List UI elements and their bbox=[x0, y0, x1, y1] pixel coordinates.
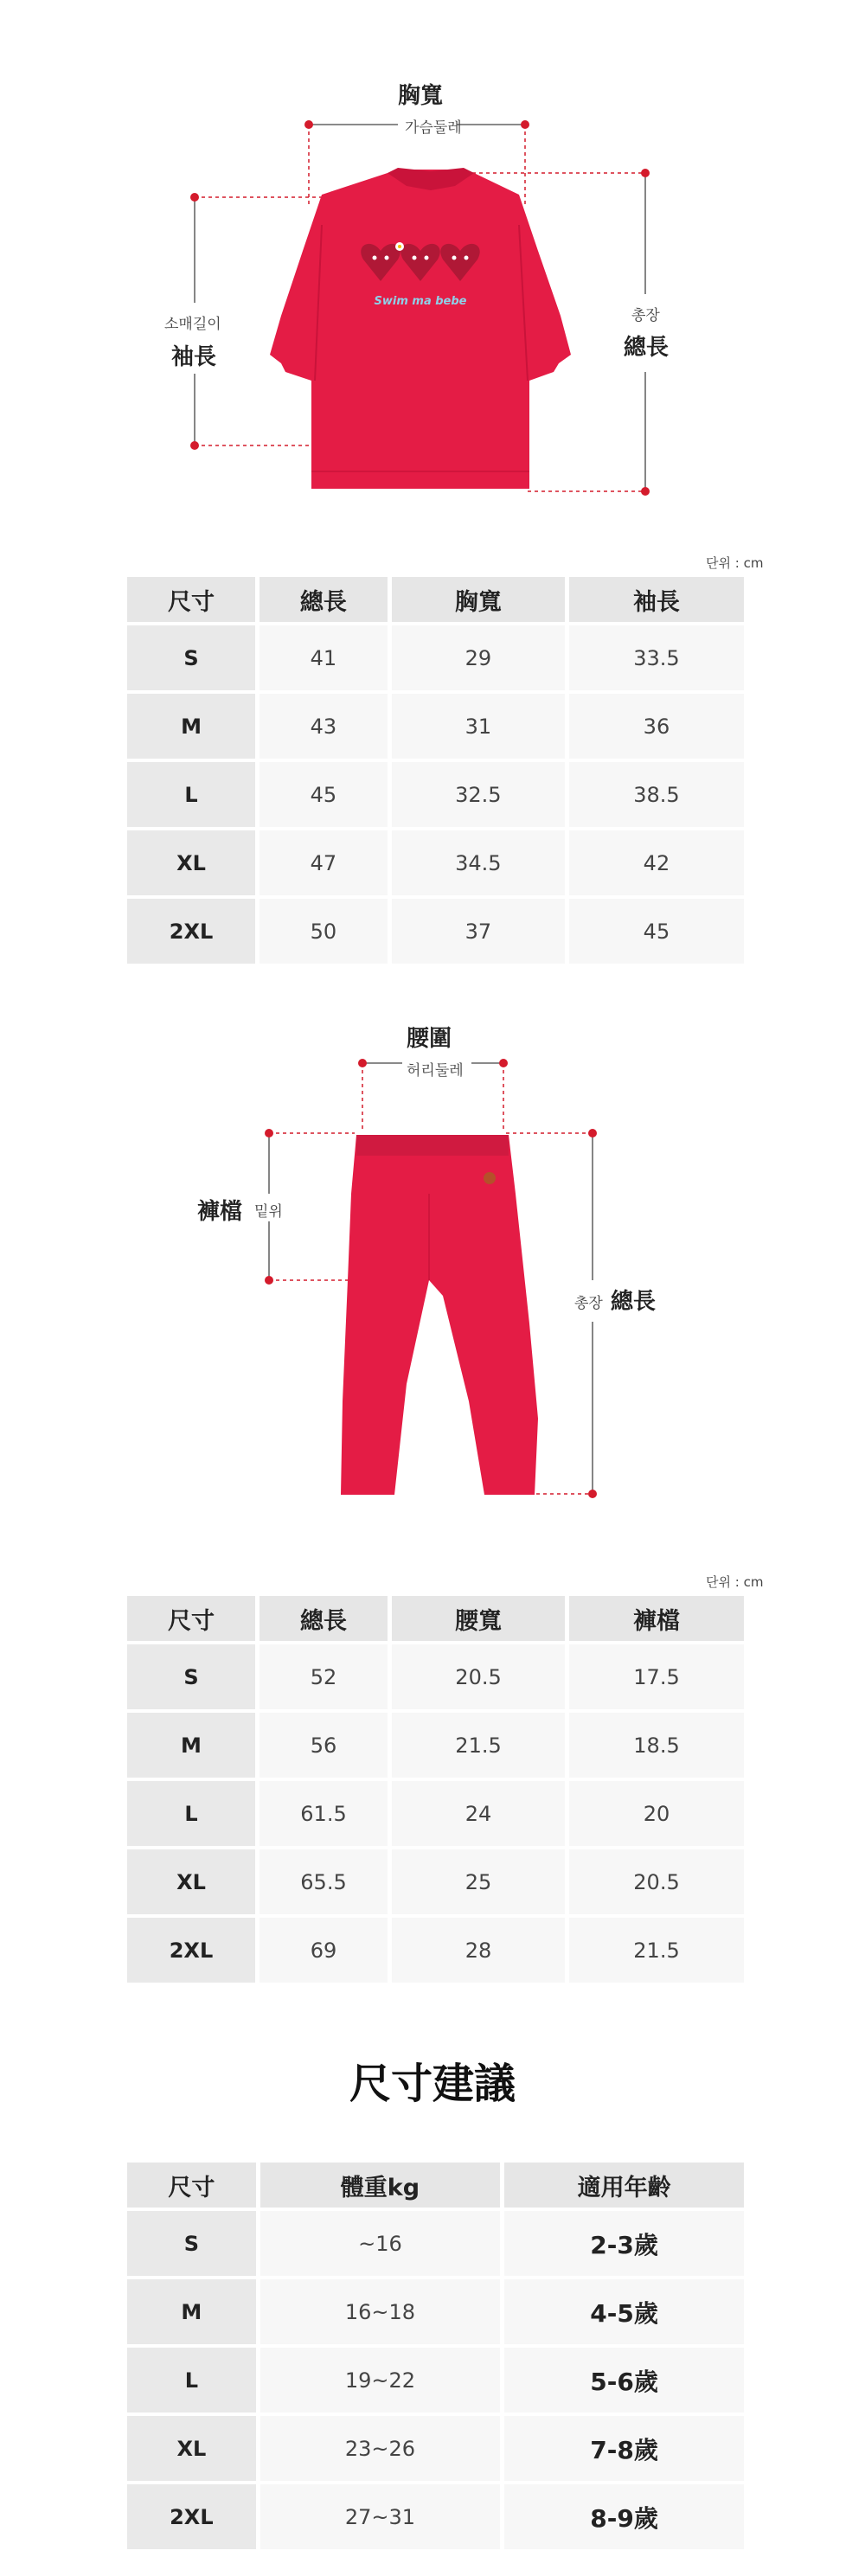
table-row bbox=[127, 2484, 744, 2549]
value-cell: 38.5 bbox=[569, 762, 744, 827]
table-row bbox=[127, 1713, 744, 1778]
table-header-row bbox=[127, 577, 744, 622]
value-cell: 42 bbox=[569, 830, 744, 895]
weight-cell: 16~18 bbox=[260, 2279, 500, 2344]
header-rise: 褲檔 bbox=[569, 1596, 744, 1641]
sleeve-label-ko: 소매길이 bbox=[164, 316, 221, 333]
table-row bbox=[127, 2416, 744, 2481]
header-age: 適用年齡 bbox=[504, 2163, 744, 2208]
pants-table-unit: 단위 : cm bbox=[706, 1574, 764, 1590]
sleeve-label-zh: 袖長 bbox=[171, 344, 217, 370]
value-cell: 43 bbox=[260, 694, 388, 759]
pants-total-label-ko: 총장 bbox=[574, 1295, 603, 1312]
size-recommendation-table bbox=[123, 2159, 748, 2553]
weight-cell: ~16 bbox=[260, 2211, 500, 2276]
size-cell: 2XL bbox=[127, 899, 255, 964]
size-cell: M bbox=[127, 694, 255, 759]
value-cell: 25 bbox=[392, 1849, 565, 1914]
value-cell: 36 bbox=[569, 694, 744, 759]
pants-total-label-zh: 總長 bbox=[611, 1289, 657, 1315]
table-row bbox=[127, 1644, 744, 1709]
table-row bbox=[127, 2211, 744, 2276]
age-cell: 7-8歲 bbox=[504, 2416, 744, 2481]
value-cell: 61.5 bbox=[260, 1781, 388, 1846]
value-cell: 32.5 bbox=[392, 762, 565, 827]
value-cell: 52 bbox=[260, 1644, 388, 1709]
size-cell: L bbox=[127, 1781, 255, 1846]
value-cell: 65.5 bbox=[260, 1849, 388, 1914]
header-total-length: 總長 bbox=[260, 1596, 388, 1641]
value-cell: 31 bbox=[392, 694, 565, 759]
value-cell: 21.5 bbox=[569, 1918, 744, 1983]
rash-guard-top-illustration bbox=[270, 168, 571, 489]
value-cell: 45 bbox=[260, 762, 388, 827]
rise-label-ko: 밑위 bbox=[254, 1203, 283, 1221]
table-row bbox=[127, 694, 744, 759]
value-cell: 69 bbox=[260, 1918, 388, 1983]
value-cell: 20 bbox=[569, 1781, 744, 1846]
age-cell: 2-3歲 bbox=[504, 2211, 744, 2276]
waist-label-zh: 腰圍 bbox=[407, 1026, 452, 1052]
header-weight: 體重kg bbox=[260, 2163, 500, 2208]
table-row bbox=[127, 830, 744, 895]
value-cell: 21.5 bbox=[392, 1713, 565, 1778]
weight-cell: 19~22 bbox=[260, 2348, 500, 2413]
value-cell: 24 bbox=[392, 1781, 565, 1846]
value-cell: 18.5 bbox=[569, 1713, 744, 1778]
top-table-unit: 단위 : cm bbox=[706, 555, 764, 571]
chest-label-zh: 胸寬 bbox=[398, 83, 444, 109]
value-cell: 41 bbox=[260, 625, 388, 690]
value-cell: 34.5 bbox=[392, 830, 565, 895]
header-total-length: 總長 bbox=[260, 577, 388, 622]
size-cell: XL bbox=[127, 1849, 255, 1914]
total-length-label-ko: 총장 bbox=[631, 307, 660, 324]
weight-cell: 23~26 bbox=[260, 2416, 500, 2481]
age-cell: 5-6歲 bbox=[504, 2348, 744, 2413]
header-chest: 胸寬 bbox=[392, 577, 565, 622]
age-cell: 8-9歲 bbox=[504, 2484, 744, 2549]
value-cell: 33.5 bbox=[569, 625, 744, 690]
value-cell: 28 bbox=[392, 1918, 565, 1983]
size-cell: XL bbox=[127, 2416, 256, 2481]
value-cell: 56 bbox=[260, 1713, 388, 1778]
table-row bbox=[127, 2348, 744, 2413]
size-cell: S bbox=[127, 625, 255, 690]
waist-label-ko: 허리둘레 bbox=[407, 1062, 464, 1080]
table-header-row bbox=[127, 1596, 744, 1641]
graphic-text: Swim ma bebe bbox=[374, 295, 467, 308]
value-cell: 17.5 bbox=[569, 1644, 744, 1709]
pants-diagram bbox=[0, 1021, 865, 1522]
size-cell: S bbox=[127, 1644, 255, 1709]
leggings-illustration bbox=[341, 1135, 538, 1495]
value-cell: 29 bbox=[392, 625, 565, 690]
value-cell: 45 bbox=[569, 899, 744, 964]
size-cell: XL bbox=[127, 830, 255, 895]
header-size: 尺寸 bbox=[127, 577, 255, 622]
chest-label-ko: 가슴둘레 bbox=[405, 119, 462, 137]
top-size-table bbox=[123, 574, 748, 967]
table-row bbox=[127, 2279, 744, 2344]
size-cell: S bbox=[127, 2211, 256, 2276]
age-cell: 4-5歲 bbox=[504, 2279, 744, 2344]
header-size: 尺寸 bbox=[127, 1596, 255, 1641]
logo-patch-icon bbox=[484, 1172, 496, 1184]
header-waist: 腰寬 bbox=[392, 1596, 565, 1641]
total-length-label-zh: 總長 bbox=[624, 335, 670, 361]
value-cell: 37 bbox=[392, 899, 565, 964]
value-cell: 20.5 bbox=[569, 1849, 744, 1914]
table-row bbox=[127, 1918, 744, 1983]
header-sleeve: 袖長 bbox=[569, 577, 744, 622]
size-cell: M bbox=[127, 2279, 256, 2344]
value-cell: 50 bbox=[260, 899, 388, 964]
size-cell: L bbox=[127, 762, 255, 827]
size-cell: 2XL bbox=[127, 1918, 255, 1983]
table-row bbox=[127, 1781, 744, 1846]
size-recommendation-title: 尺寸建議 bbox=[349, 2060, 516, 2108]
table-row bbox=[127, 762, 744, 827]
table-row bbox=[127, 625, 744, 690]
size-cell: 2XL bbox=[127, 2484, 256, 2549]
table-header-row bbox=[127, 2163, 744, 2208]
heart-characters-graphic bbox=[361, 242, 479, 308]
size-cell: M bbox=[127, 1713, 255, 1778]
size-cell: L bbox=[127, 2348, 256, 2413]
value-cell: 47 bbox=[260, 830, 388, 895]
pants-size-table bbox=[123, 1592, 748, 1986]
weight-cell: 27~31 bbox=[260, 2484, 500, 2549]
rise-label-zh: 褲檔 bbox=[197, 1199, 243, 1225]
value-cell: 20.5 bbox=[392, 1644, 565, 1709]
header-size: 尺寸 bbox=[127, 2163, 256, 2208]
table-row bbox=[127, 1849, 744, 1914]
top-garment-diagram bbox=[0, 0, 865, 536]
table-row bbox=[127, 899, 744, 964]
